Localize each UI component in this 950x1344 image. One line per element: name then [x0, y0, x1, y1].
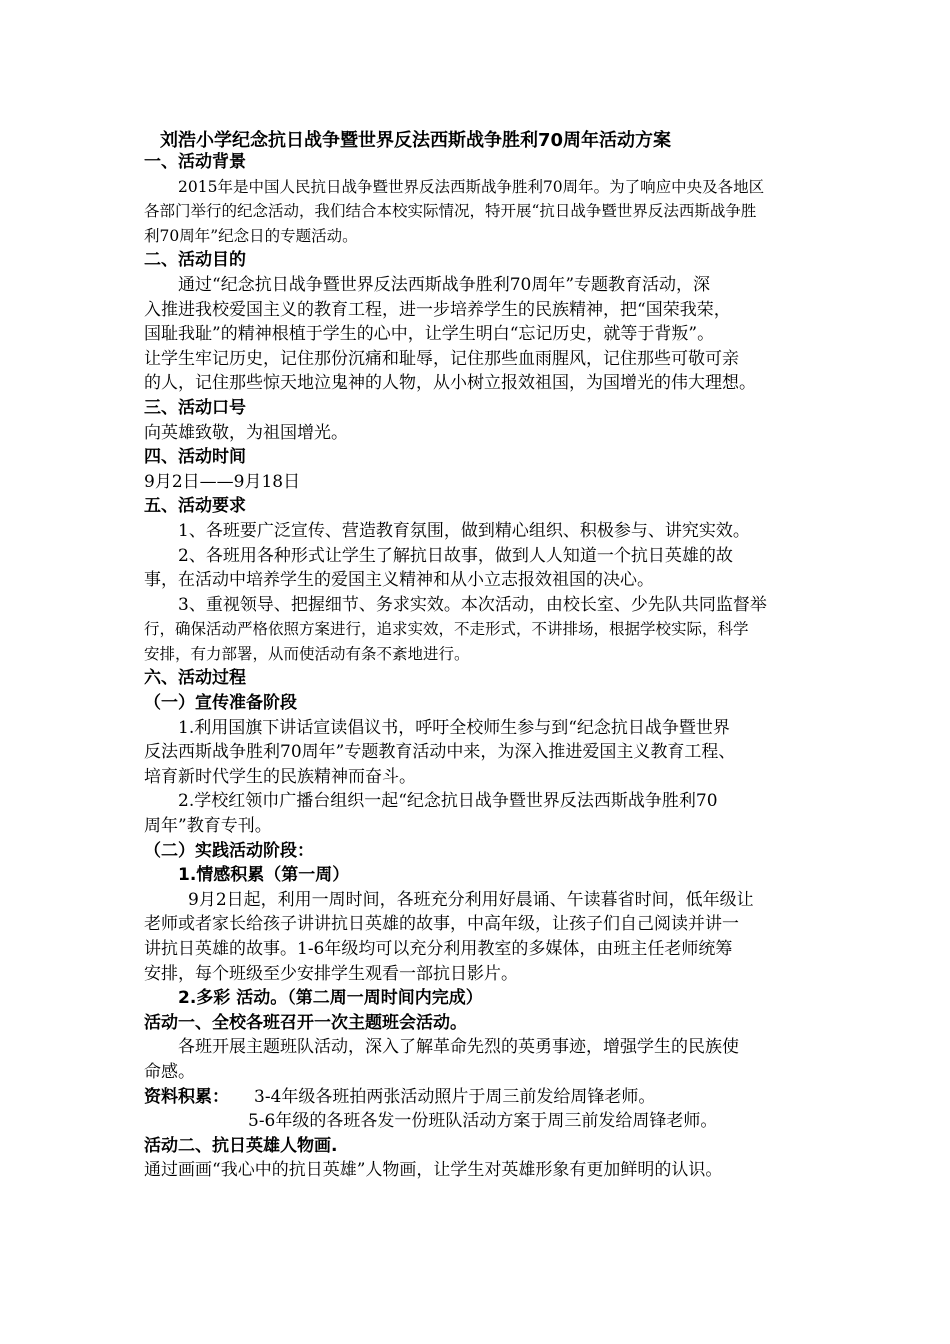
- section-heading-slogan: 三、活动口号: [144, 397, 246, 418]
- document-body: [144, 150, 808, 1183]
- slogan-text: 向英雄致敬，为祖国增光。: [144, 422, 348, 443]
- paragraph-line: 反法西斯战争胜利70周年”专题教育活动中来，为深入推进爱国主义教育工程、: [144, 742, 736, 763]
- paragraph-line: 行，确保活动严格依照方案进行，追求实效，不走形式，不讲排场，根据学校实际，科学: [144, 620, 749, 639]
- section-heading-background: 一、活动背景: [144, 152, 246, 172]
- activity-heading-2: 活动二、抗日英雄人物画.: [144, 1135, 338, 1156]
- sub-item-heading-activities: 2.多彩 活动。（第二周一周时间内完成）: [178, 988, 483, 1009]
- paragraph-line: 入推进我校爱国主义的教育工程，进一步培养学生的民族精神，把“国荣我荣，: [144, 299, 731, 320]
- subsection-heading-preparation: （一）宣传准备阶段: [144, 693, 297, 714]
- paragraph-line: 老师或者家长给孩子讲讲抗日英雄的故事，中高年级，让孩子们自己阅读并讲一: [144, 914, 739, 935]
- activity-heading-1: 活动一、全校各班召开一次主题班会活动。: [144, 1012, 467, 1033]
- paragraph-line: 1.利用国旗下讲话宣读倡议书，呼吁全校师生参与到“纪念抗日战争暨世界: [178, 717, 730, 738]
- reference-line-1: [144, 1085, 808, 1110]
- paragraph-line: 通过画画“我心中的抗日英雄”人物画，让学生对英雄形象有更加鲜明的认识。: [144, 1160, 723, 1181]
- paragraph-line: 命感。: [144, 1061, 195, 1082]
- paragraph-line: 2015年是中国人民抗日战争暨世界反法西斯战争胜利70周年。为了响应中央及各地区: [178, 177, 765, 196]
- section-heading-process: 六、活动过程: [144, 668, 246, 689]
- paragraph-line: 各部门举行的纪念活动，我们结合本校实际情况，特开展“抗日战争暨世界反法西斯战争胜: [144, 202, 757, 221]
- paragraph-line: 2.学校红领巾广播台组织一起“纪念抗日战争暨世界反法西斯战争胜利70: [178, 791, 718, 812]
- section-heading-requirements: 五、活动要求: [144, 496, 246, 517]
- paragraph-line: 各班开展主题班队活动，深入了解革命先烈的英勇事迹，增强学生的民族使: [178, 1037, 739, 1058]
- paragraph-line: 通过“纪念抗日战争暨世界反法西斯战争胜利70周年”专题教育活动，深: [178, 274, 711, 295]
- paragraph-line: 9月2日起，利用一周时间，各班充分利用好晨诵、午读暮省时间，低年级让: [188, 889, 754, 910]
- paragraph-line: 1、各班要广泛宣传、营造教育氛围，做到精心组织、积极参与、讲究实效。: [178, 520, 750, 541]
- paragraph-line: 周年”教育专刊。: [144, 816, 272, 837]
- paragraph-line: 事，在活动中培养学生的爱国主义精神和从小立志报效祖国的决心。: [144, 570, 654, 591]
- time-text: 9月2日——9月18日: [144, 471, 301, 492]
- paragraph-line: 让学生牢记历史，记住那份沉痛和耻辱，记住那些血雨腥风，记住那些可敬可亲: [144, 348, 739, 369]
- paragraph-line: 利70周年”纪念日的专题活动。: [144, 226, 358, 245]
- paragraph-line: 2、各班用各种形式让学生了解抗日故事，做到人人知道一个抗日英雄的故: [178, 545, 733, 566]
- paragraph-line: 的人，记住那些惊天地泣鬼神的人物，从小树立报效祖国，为国增光的伟大理想。: [144, 373, 756, 394]
- paragraph-line: 培育新时代学生的民族精神而奋斗。: [144, 766, 416, 787]
- paragraph-line: 安排，有力部署，从而使活动有条不紊地进行。: [144, 644, 470, 663]
- reference-text: 3-4年级各班拍两张活动照片于周三前发给周锋老师。: [254, 1086, 656, 1107]
- subsection-heading-practice: （二）实践活动阶段：: [144, 840, 314, 861]
- paragraph-line: 讲抗日英雄的故事。1-6年级均可以充分利用教室的多媒体，由班主任老师统筹: [144, 939, 733, 959]
- sub-item-heading-emotion: 1.情感积累（第一周）: [178, 865, 350, 886]
- section-heading-time: 四、活动时间: [144, 447, 246, 468]
- reference-label: 资料积累：: [144, 1086, 229, 1107]
- paragraph-line: 3、重视领导、把握细节、务求实效。本次活动，由校长室、少先队共同监督举: [178, 594, 767, 615]
- section-heading-purpose: 二、活动目的: [144, 250, 246, 271]
- document-title: 刘浩小学纪念抗日战争暨世界反法西斯战争胜利70周年活动方案: [160, 130, 672, 151]
- paragraph-line: 国耻我耻”的精神根植于学生的心中，让学生明白“忘记历史，就等于背叛”。: [144, 324, 715, 345]
- reference-line-2: 5-6年级的各班各发一份班队活动方案于周三前发给周锋老师。: [248, 1111, 718, 1132]
- paragraph-line: 安排，每个班级至少安排学生观看一部抗日影片。: [144, 963, 518, 984]
